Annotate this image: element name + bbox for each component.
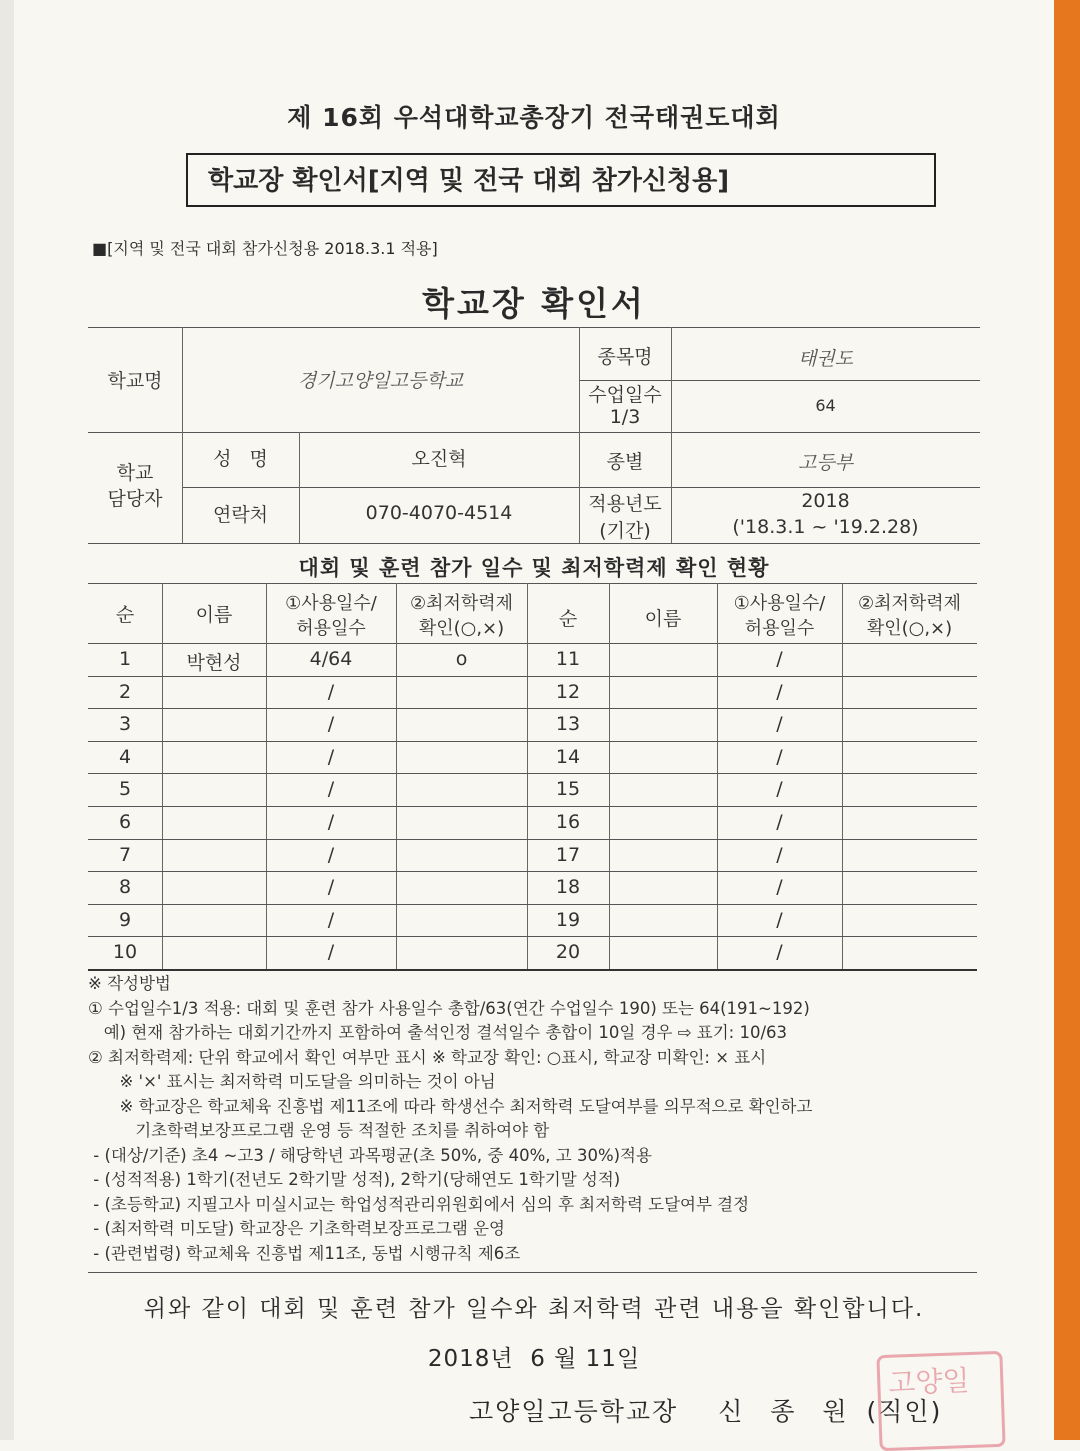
participant-no-cell: 17 (555, 844, 581, 866)
seal-text: 고양일 (887, 1364, 971, 1400)
participant-days-cell: / (327, 681, 335, 703)
note-line: 예) 현재 참가하는 대회기간까지 포함하여 출석인정 결석일수 총합이 10일 경우 ⇨ 표기: 10/63 (88, 1023, 788, 1042)
confirmation-statement: 위와 같이 대회 및 훈련 참가 일수와 최저학력 관련 내용을 확인합니다. (143, 1296, 925, 1322)
manager-name-value: 오진혁 (411, 448, 467, 470)
signer-name: 신 종 원 (718, 1397, 857, 1426)
year-value: 2018 (801, 490, 850, 512)
header-confirm-left-2: 확인(○,×) (418, 618, 505, 639)
header-confirm-left: ②최저학력제 (409, 593, 514, 614)
participant-days-cell: 4/64 (309, 648, 353, 670)
participant-days-cell: / (776, 941, 783, 963)
header-name-right: 이름 (644, 608, 682, 630)
participant-no-cell: 15 (555, 778, 581, 800)
participant-days-cell: / (776, 681, 783, 703)
header-no-right: 순 (558, 608, 578, 630)
class-days-fraction-label: 1/3 (609, 406, 641, 428)
header-days-right-2: 허용일수 (744, 618, 815, 639)
participant-days-cell: / (327, 746, 335, 768)
header-days-left-2: 허용일수 (296, 618, 366, 639)
division-value: 고등부 (797, 452, 854, 474)
issue-date: 2018년 6 월 11일 (427, 1346, 641, 1372)
page-left-edge (0, 0, 14, 1440)
participant-no-cell: 16 (555, 811, 581, 833)
participant-no-cell: 20 (555, 941, 581, 963)
participant-days-cell: / (327, 713, 335, 735)
participant-no-cell: 11 (555, 648, 581, 670)
class-days-label: 수업일수 (588, 384, 662, 406)
participant-no-cell: 18 (555, 876, 581, 898)
participant-no-cell: 8 (118, 876, 132, 898)
participant-days-cell: / (776, 746, 783, 768)
background-orange-edge (1054, 0, 1080, 1440)
participant-no-cell: 13 (555, 713, 581, 735)
participant-no-cell: 1 (118, 648, 132, 670)
participant-days-cell: / (776, 648, 783, 670)
contact-value: 070-4070-4514 (365, 502, 513, 524)
note-line: ※ '×' 표시는 최저학력 미도달을 의미하는 것이 아님 (88, 1072, 496, 1091)
class-days-value: 64 (815, 396, 836, 415)
participant-no-cell: 2 (118, 681, 132, 703)
participant-days-cell: / (776, 909, 783, 931)
division-label: 종별 (606, 451, 644, 473)
signature-line (469, 1392, 942, 1428)
header-days-left: ①사용일수/ (285, 593, 377, 614)
note-line: - (대상/기준) 초4 ~고3 / 해당학년 과목평균(초 50%, 중 40%, 고 30%)적용 (88, 1145, 652, 1165)
period-label: (기간) (599, 520, 651, 542)
participant-days-cell: / (327, 876, 335, 898)
participant-days-cell: / (776, 713, 783, 735)
participant-no-cell: 10 (112, 941, 138, 963)
participant-days-cell: / (776, 876, 783, 898)
writing-instructions (88, 972, 988, 1266)
participant-days-cell: / (327, 811, 335, 833)
note-line: - (최저학력 미도달) 학교장은 기초학력보장프로그램 운영 (88, 1219, 505, 1238)
participant-days-cell: / (776, 844, 783, 866)
participant-no-cell: 7 (118, 844, 132, 866)
official-seal-stamp (876, 1351, 1005, 1451)
participant-name-cell: 박현성 (186, 652, 242, 674)
participant-no-cell: 3 (118, 713, 132, 735)
participant-no-cell: 14 (555, 746, 581, 768)
school-name-label: 학교명 (107, 370, 163, 392)
header-name-left: 이름 (195, 604, 233, 626)
header-days-right: ①사용일수/ (733, 593, 826, 614)
participant-days-cell: / (327, 778, 335, 800)
sport-value: 태권도 (797, 348, 854, 370)
participant-days-cell: / (776, 811, 783, 833)
applicability-note: ■[지역 및 전국 대회 참가신청용 2018.3.1 적용] (92, 239, 438, 258)
school-name-value: 경기고양일고등학교 (297, 370, 464, 392)
competition-title: 제 16회 우석대학교총장기 전국태권도대회 (287, 103, 781, 132)
manager-label-line2: 담당자 (107, 488, 163, 510)
participant-days-cell: / (327, 909, 335, 931)
participant-no-cell: 19 (555, 909, 581, 931)
participant-no-cell: 12 (555, 681, 581, 703)
note-line: ① 수업일수1/3 적용: 대회 및 훈련 참가 사용일수 총합/63(연간 수업일수 190) 또는 64(191~192) (88, 998, 810, 1018)
header-confirm-right: ②최저학력제 (857, 593, 962, 614)
note-line: 기초학력보장프로그램 운영 등 적절한 조치를 취하여야 함 (88, 1121, 550, 1140)
note-line: ※ 학교장은 학교체육 진흥법 제11조에 따라 학생선수 최저학력 도달여부를 의무적으로 확인하고 (88, 1096, 813, 1116)
participant-no-cell: 5 (118, 778, 132, 800)
manager-name-label: 성 명 (213, 448, 268, 470)
contact-label: 연락처 (212, 504, 269, 526)
participant-confirm-cell: o (455, 648, 468, 670)
document-page (14, 0, 1054, 1440)
participant-no-cell: 9 (118, 909, 132, 931)
participant-no-cell: 4 (118, 746, 132, 768)
note-line: ② 최저학력제: 단위 학교에서 확인 여부만 표시 ※ 학교장 확인: ○표시, 학교장 미확인: × 표시 (88, 1047, 767, 1067)
participant-days-cell: / (327, 941, 335, 963)
note-line: - (초등학교) 지필고사 미실시교는 학업성적관리위원회에서 심의 후 최저학력 도달여부 결정 (88, 1194, 750, 1214)
period-value: ('18.3.1 ~ '19.2.28) (732, 516, 919, 538)
document-title: 학교장 확인서 (422, 284, 646, 323)
notes-heading: ※ 작성방법 (88, 974, 171, 993)
manager-label-line1: 학교 (116, 462, 154, 484)
note-line: - (관련법령) 학교체육 진흥법 제11조, 동법 시행규칙 제6조 (88, 1243, 521, 1263)
seal-label: (직인) (866, 1397, 943, 1426)
sport-label: 종목명 (597, 346, 653, 368)
year-label: 적용년도 (588, 493, 662, 515)
participants-section-title: 대회 및 훈련 참가 일수 및 최저학력제 확인 현황 (298, 556, 770, 580)
participant-no-cell: 6 (118, 811, 132, 833)
header-no-left: 순 (115, 604, 135, 626)
participant-days-cell: / (327, 844, 335, 866)
boxed-form-title: 학교장 확인서[지역 및 전국 대회 참가신청용] (186, 153, 936, 207)
signer-school: 고양일고등학교장 (469, 1397, 679, 1426)
header-confirm-right-2: 확인(○,×) (866, 618, 953, 639)
note-line: - (성적적용) 1학기(전년도 2학기말 성적), 2학기(당해연도 1학기말 성적) (88, 1170, 621, 1189)
participant-days-cell: / (776, 778, 783, 800)
